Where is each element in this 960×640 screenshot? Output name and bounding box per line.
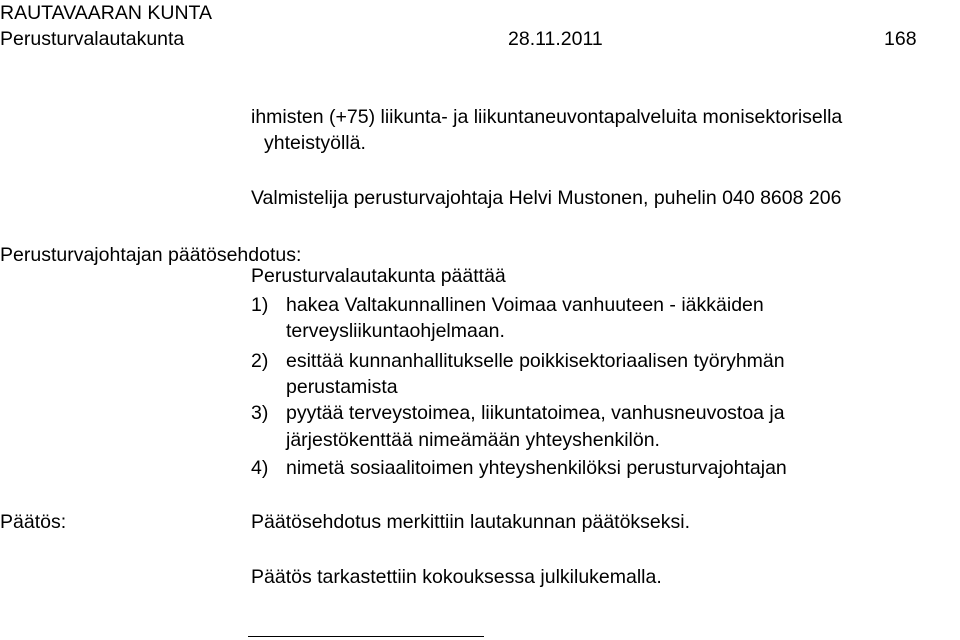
item-text-line: esittää kunnanhallitukselle poikkisektoriaalisen työryhmän xyxy=(286,350,785,372)
item-number: 1) xyxy=(251,294,269,316)
intro-text-line-2: yhteistyöllä. xyxy=(264,132,366,154)
decision-text: Päätösehdotus merkittiin lautakunnan päätökseksi. xyxy=(251,511,691,533)
signature-line xyxy=(248,636,484,637)
item-text-line: terveysliikuntaohjelmaan. xyxy=(286,320,505,342)
item-text-line: nimetä sosiaalitoimen yhteyshenkilöksi perusturvajohtajan xyxy=(286,457,787,479)
meeting-date: 28.11.2011 xyxy=(508,28,603,50)
item-number: 2) xyxy=(251,350,269,372)
item-text-line: järjestökenttää nimeämään yhteyshenkilön. xyxy=(286,429,660,451)
item-text-line: pyytää terveystoimea, liikuntatoimea, vanhusneuvostoa ja xyxy=(286,402,785,424)
intro-text-line-1: ihmisten (+75) liikunta- ja liikuntaneuvontapalveluita monisektorisella xyxy=(251,106,843,128)
preparer-info: Valmistelija perusturvajohtaja Helvi Mustonen, puhelin 040 8608 206 xyxy=(251,187,842,209)
decision-checked-text: Päätös tarkastettiin kokouksessa julkilukemalla. xyxy=(251,566,662,588)
item-number: 4) xyxy=(251,457,269,479)
decision-label: Päätös: xyxy=(0,511,67,533)
item-text-line: hakea Valtakunnallinen Voimaa vanhuuteen - iäkkäiden xyxy=(286,294,764,316)
item-text-line: perustamista xyxy=(286,376,398,398)
board-name: Perusturvalautakunta xyxy=(0,28,185,50)
proposal-heading: Perusturvajohtajan päätösehdotus: xyxy=(0,244,302,266)
item-number: 3) xyxy=(251,402,269,424)
page-number: 168 xyxy=(884,28,917,50)
organization-name: RAUTAVAARAN KUNTA xyxy=(0,2,212,24)
board-decides: Perusturvalautakunta päättää xyxy=(251,265,506,287)
